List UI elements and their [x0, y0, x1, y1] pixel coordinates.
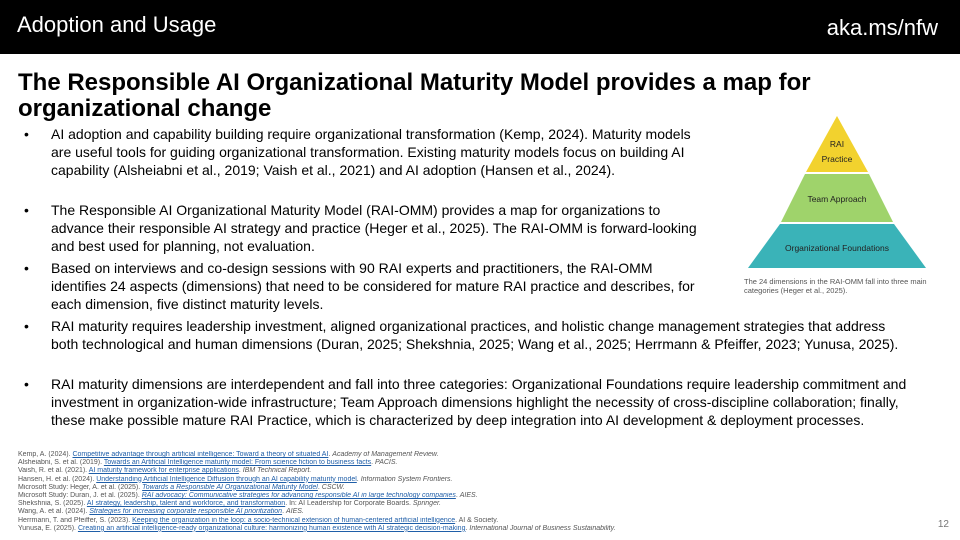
reference-link[interactable]: Towards an Artificial Intelligence maturity model: From science fiction to business facts [103, 459, 372, 467]
bullet-item [24, 375, 911, 429]
reference-item: Alsheiabni, S. et al. (2019). Towards an Artificial Intelligence maturity model: From science fiction to business facts. PACIS. [18, 459, 398, 467]
bullet-text: RAI maturity requires leadership investment, aligned organizational practices, and holistic change management strategies that address both technological and human dimensions (Duran, 2025; Shekshnia, 2025; Wang et al., 2025; Herrmann & Pfeiffer, 2023; Yunusa, 2025). [51, 318, 899, 352]
reference-item: Yunusa, E. (2025). Creating an artificial intelligence-ready organizational culture: harmonizing human existence with AI strategic decision-making. International Journal of Business Sustainability. [18, 524, 616, 532]
bullet-text: RAI maturity dimensions are interdependent and fall into three categories: Organizational Foundations require leadership commitment and investment in organization-wide infrastructure; Team Approach dimensions highlight the necessity of cross-discipline collaboration; finally, these make possible mature RAI Practice, which is characterized by deep integration into AI development & deployment processes. [51, 376, 907, 428]
bullet-text: Based on interviews and co-design sessions with 90 RAI experts and practitioners, the RAI-OMM identifies 24 aspects (dimensions) that need to be considered for mature RAI practice and describes, for each dimension, five distinct maturity levels. [51, 260, 695, 312]
maturity-pyramid-diagram [748, 116, 926, 268]
reference-link[interactable]: RAI advocacy: Communicative strategies for advancing responsible AI in large technology companies [141, 492, 456, 500]
bullet-text: The Responsible AI Organizational Maturity Model (RAI-OMM) provides a map for organizations to advance their responsible AI strategy and practice (Heger et al., 2025). The RAI-OMM is forward-looking and best used for planning, not evaluation. [51, 202, 697, 254]
reference-link[interactable]: AI maturity framework for enterprise applications [88, 467, 239, 475]
reference-item: Hansen, H. et al. (2024). Understanding Artificial Intelligence Diffusion through an AI capability maturity model. Information System Frontiers. [18, 475, 453, 483]
pyramid-caption: The 24 dimensions in the RAI-OMM fall into three main categories (Heger et al., 2025). [744, 277, 927, 295]
bullet-item [24, 317, 911, 353]
reference-link[interactable]: Competitive advantage through artificial intelligence: Toward a theory of situated AI [72, 451, 329, 458]
section-title: Adoption and Usage [17, 12, 217, 37]
bullet-marker: • [24, 376, 29, 392]
pyramid-label-top-line1: RAI [829, 139, 845, 149]
reference-item: Wang, A. et al. (2024). Strategies for increasing corporate responsible AI prioritization. AIES. [18, 508, 304, 516]
reference-link[interactable]: AI strategy, leadership, talent and workforce, and transformation [86, 500, 286, 508]
reference-item: Microsoft Study: Duran, J. et al. (2025). RAI advocacy: Communicative strategies for advancing responsible AI in large technology companies. AIES. [18, 492, 478, 500]
references-list [18, 451, 918, 533]
reference-item: Vaish, R. et al. (2021). AI maturity framework for enterprise applications. IBM Technical Report. [18, 467, 312, 475]
bullet-marker: • [24, 318, 29, 334]
bullet-item [24, 259, 701, 313]
bullet-marker: • [24, 126, 29, 142]
reference-link[interactable]: Keeping the organization in the loop: a socio-technical extension of human-centered artificial intelligence [132, 516, 456, 524]
pyramid-label-middle: Team Approach [807, 194, 867, 204]
pyramid-label-top-line2: Practice [821, 154, 853, 164]
bullet-item [24, 125, 701, 179]
bullet-marker: • [24, 202, 29, 218]
page-number: 12 [937, 519, 949, 530]
bullet-item [24, 201, 701, 255]
reference-link[interactable]: Towards a Responsible AI Organizational Maturity Model [142, 483, 318, 491]
bullet-text: AI adoption and capability building require organizational transformation (Kemp, 2024). Maturity models are useful tools for guiding organizational transformation. Existing maturity models focus on building AI capability (Alsheiabni et al., 2019; Vaish et al., 2021) and AI adoption (Hansen et al., 2024). [51, 126, 691, 178]
reference-item: Microsoft Study: Heger, A. et al. (2025). Towards a Responsible AI Organizational Maturity Model. CSCW. [18, 483, 345, 491]
slide-title: The Responsible AI Organizational Maturity Model provides a map for organizational change [18, 69, 811, 122]
pyramid-label-bottom: Organizational Foundations [785, 243, 889, 253]
short-link[interactable]: aka.ms/nfw [826, 15, 938, 40]
reference-link[interactable]: Strategies for increasing corporate responsible AI prioritization [89, 508, 283, 516]
reference-item: Herrmann, T. and Pfeiffer, S. (2023). Keeping the organization in the loop: a socio-technical extension of human-centered artificial intelligence. AI & Society. [18, 516, 499, 524]
header-bar [0, 0, 960, 54]
reference-link[interactable]: Understanding Artificial Intelligence Diffusion through an AI capability maturity model [96, 475, 357, 483]
reference-item: Kemp, A. (2024). Competitive advantage through artificial intelligence: Toward a theory of situated AI. Academy of Management Review. [18, 451, 439, 458]
reference-item: Shekshnia, S. (2025). AI strategy, leadership, talent and workforce, and transformation. In: AI Leadership for Corporate Boards. Springer. [18, 500, 441, 508]
reference-link[interactable]: Creating an artificial intelligence-ready organizational culture: harmonizing human existence with AI strategic decision-making [77, 524, 466, 532]
bullet-marker: • [24, 260, 29, 276]
